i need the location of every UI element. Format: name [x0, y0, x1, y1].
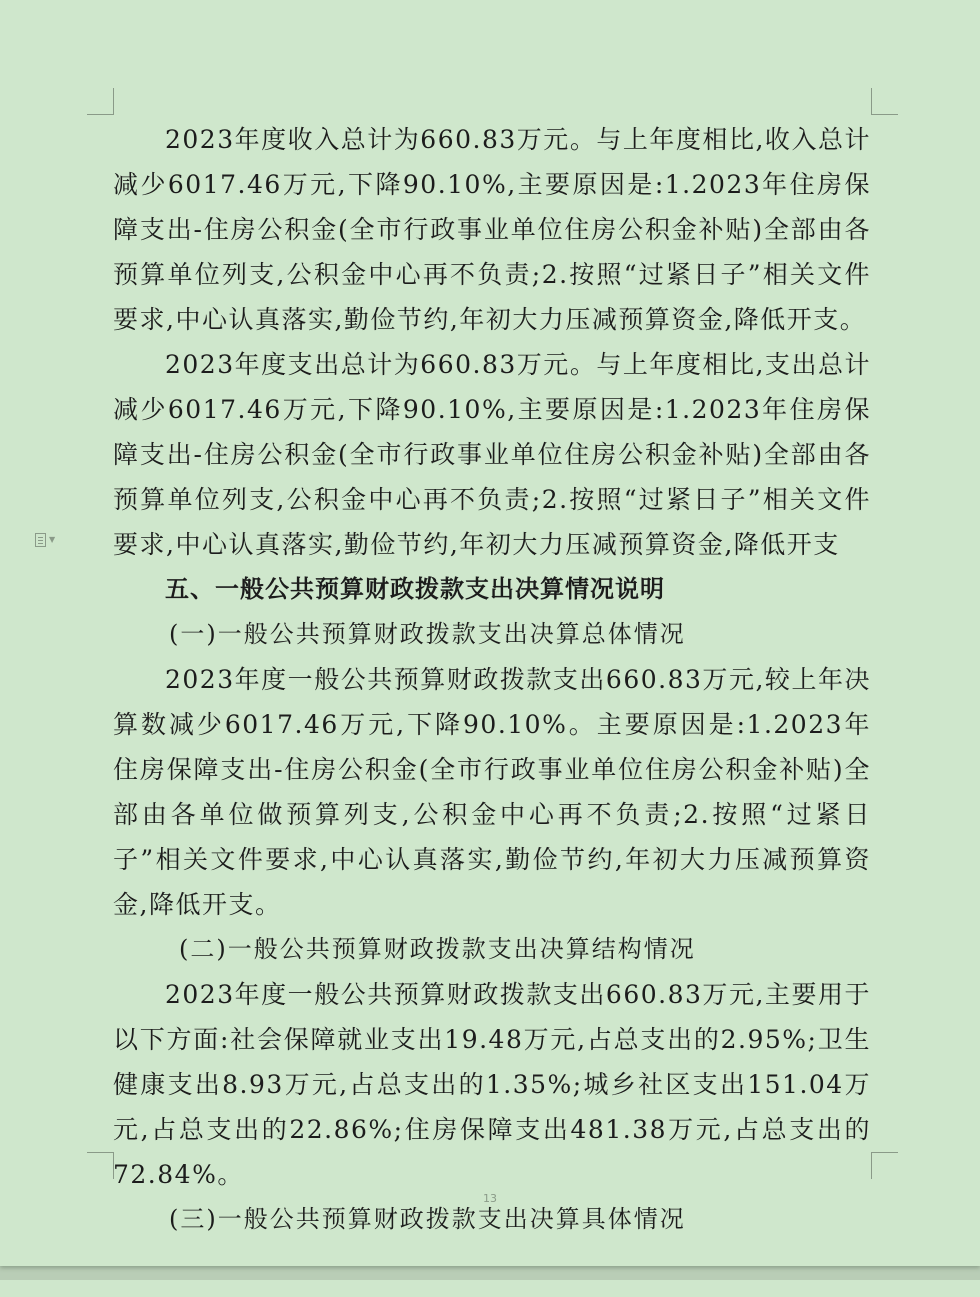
subsection-1-paragraph: 2023年度一般公共预算财政拨款支出660.83万元,较上年决算数减少6017.46万元,下降90.10%。主要原因是:1.2023年住房保障支出-住房公积金(全市行政事业单位住房公积金补贴)全部由各单位做预算列支,公积金中心再不负责;2.按照“过紧日子”相关文件要求,中心认真落实,勤俭节约,年初大力压减预算资金,降低开支。 — [113, 665, 871, 919]
next-page-edge — [0, 1280, 980, 1297]
document-options-icon[interactable] — [35, 531, 65, 547]
subsection-2-paragraph: 2023年度一般公共预算财政拨款支出660.83万元,主要用于以下方面:社会保障就业支出19.48万元,占总支出的2.95%;卫生健康支出8.93万元,占总支出的1.35%;城乡社区支出151.04万元,占总支出的22.86%;住房保障支出481.38万元,占总支出的72.84%。 — [113, 980, 871, 1189]
page-number: 13 — [483, 1192, 497, 1205]
subsection-2-heading: (二)一般公共预算财政拨款支出决算结构情况 — [179, 935, 696, 963]
crop-mark-top-right — [871, 88, 898, 115]
crop-mark-bottom-right — [871, 1152, 898, 1179]
crop-mark-bottom-left — [87, 1152, 114, 1179]
document-body[interactable] — [113, 117, 871, 1242]
subsection-3-heading: (三)一般公共预算财政拨款支出决算具体情况 — [169, 1205, 686, 1233]
document-icon — [35, 533, 46, 547]
expense-paragraph: 2023年度支出总计为660.83万元。与上年度相比,支出总计减少6017.46万元,下降90.10%,主要原因是:1.2023年住房保障支出-住房公积金(全市行政事业单位住房公积金补贴)全部由各预算单位列支,公积金中心再不负责;2.按照“过紧日子”相关文件要求,中心认真落实,勤俭节约,年初大力压减预算资金,降低开支 — [113, 350, 871, 559]
crop-mark-top-left — [87, 88, 114, 115]
income-paragraph: 2023年度收入总计为660.83万元。与上年度相比,收入总计减少6017.46万元,下降90.10%,主要原因是:1.2023年住房保障支出-住房公积金(全市行政事业单位住房公积金补贴)全部由各预算单位列支,公积金中心再不负责;2.按照“过紧日子”相关文件要求,中心认真落实,勤俭节约,年初大力压减预算资金,降低开支。 — [113, 125, 871, 334]
chevron-down-icon: ▼ — [49, 534, 56, 544]
section-5-heading: 五、一般公共预算财政拨款支出决算情况说明 — [165, 575, 665, 603]
subsection-1-heading: (一)一般公共预算财政拨款支出决算总体情况 — [169, 620, 686, 648]
